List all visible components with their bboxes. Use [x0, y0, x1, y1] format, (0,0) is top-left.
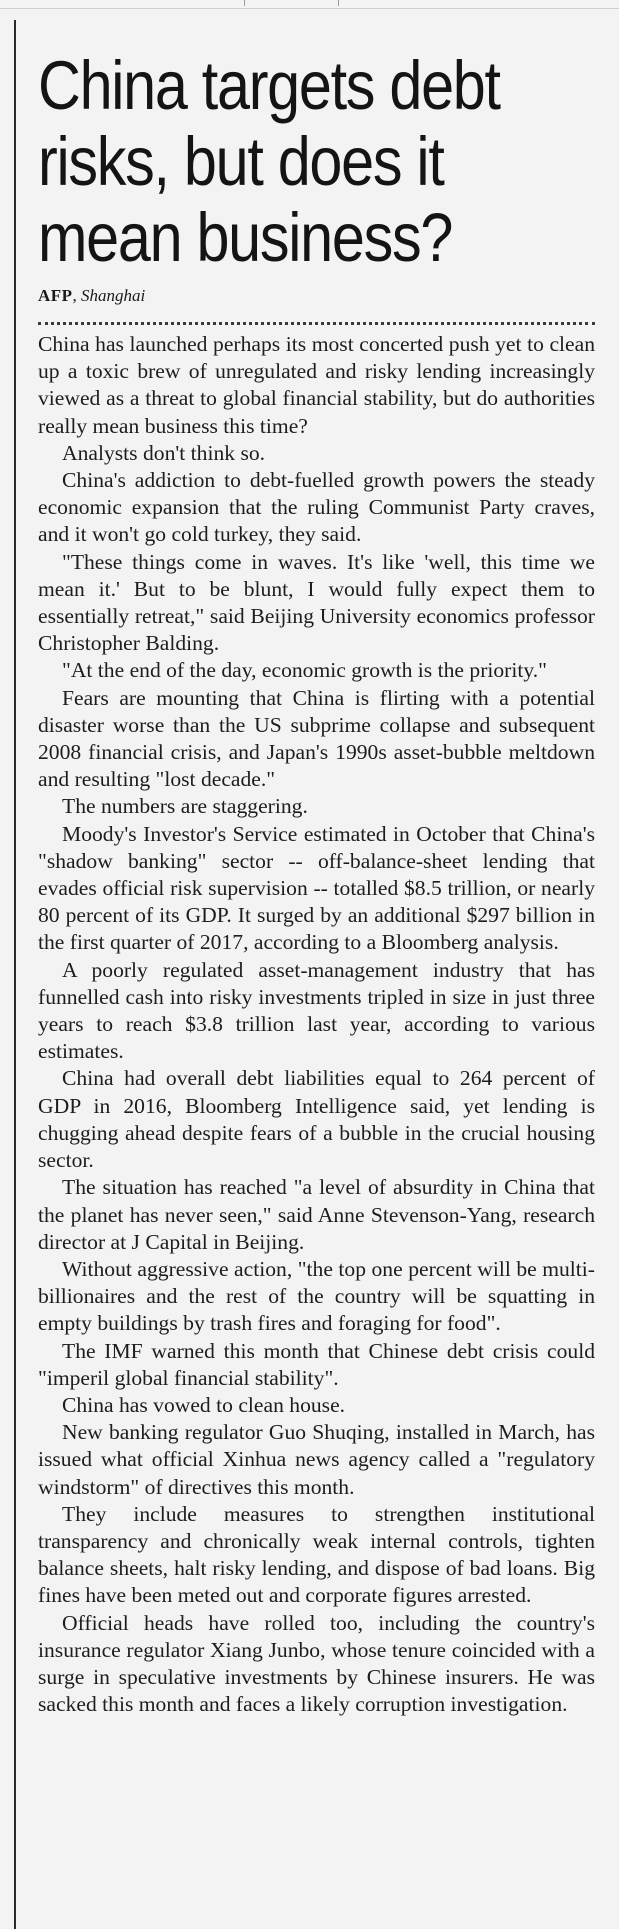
byline-separator: ,	[72, 286, 77, 305]
article-paragraph: China has vowed to clean house.	[62, 1392, 346, 1417]
article-paragraph: Moody's Investor's Service estimated in October that China's "shadow banking" sector -- off-balance-sheet lending that evades official risk supervision -- totalled $8.5 trillion, or nearly 80 percent of its GDP. It surged by an additional $297 billion in the first quarter of 2017, according to a Bloomberg analysis.	[38, 821, 595, 955]
article-paragraph: China's addiction to debt-fuelled growth powers the steady economic expansion that the ruling Communist Party craves, and it won't go cold turkey, they said.	[38, 468, 595, 547]
article-paragraph: The IMF warned this month that Chinese debt crisis could "imperil global financial stability".	[38, 1338, 595, 1390]
column-rule	[14, 20, 16, 1929]
article-body	[38, 331, 595, 1718]
article-paragraph: Without aggressive action, "the top one percent will be multi-billionaires and the rest of the country will be squatting in empty buildings by trash fires and foraging for food".	[38, 1256, 595, 1336]
top-border-tick	[244, 0, 245, 6]
article-paragraph: China has launched perhaps its most concerted push yet to clean up a toxic brew of unregulated and risky lending increasingly viewed as a threat to global financial stability, but do authorities really mean business this time?	[38, 332, 595, 438]
byline-divider	[38, 322, 595, 325]
top-border-rule	[0, 0, 619, 9]
article-paragraph: Official heads have rolled too, including the country's insurance regulator Xiang Junbo, whose tenure coincided with a surge in speculative investments by Chinese insurers. He was sacked this month and faces a likely corruption investigation.	[38, 1610, 595, 1717]
article-paragraph: "At the end of the day, economic growth is the priority."	[62, 658, 547, 683]
article-paragraph: New banking regulator Guo Shuqing, installed in March, has issued what official Xinhua news agency called a "regulatory windstorm" of directives this month.	[38, 1420, 595, 1499]
article-paragraph: They include measures to strengthen institutional transparency and chronically weak internal controls, tighten balance sheets, halt risky lending, and dispose of bad loans. Big fines have been meted out and corporate figures arrested.	[38, 1501, 595, 1608]
byline-agency: AFP	[38, 286, 73, 305]
article-paragraph: Analysts don't think so.	[62, 440, 266, 465]
top-border-tick	[338, 0, 339, 6]
article-headline: China targets debt risks, but does it mean business?	[38, 47, 500, 276]
article-paragraph: The numbers are staggering.	[62, 794, 308, 819]
article-paragraph: Fears are mounting that China is flirting with a potential disaster worse than the US subprime collapse and subsequent 2008 financial crisis, and Japan's 1990s asset-bubble meltdown and resulting "lost decade."	[38, 685, 595, 792]
article	[38, 48, 595, 1718]
byline-dateline: Shanghai	[81, 286, 146, 305]
byline	[38, 286, 595, 306]
article-paragraph: A poorly regulated asset-management industry that has funnelled cash into risky investments tripled in size in just three years to reach $3.8 trillion last year, according to various estimates.	[38, 957, 595, 1064]
article-paragraph: The situation has reached "a level of absurdity in China that the planet has never seen," said Anne Stevenson-Yang, research director at J Capital in Beijing.	[38, 1175, 595, 1254]
article-paragraph: "These things come in waves. It's like 'well, this time we mean it.' But to be blunt, I would fully expect them to essentially retreat," said Beijing University economics professor Christopher Balding.	[38, 549, 595, 656]
article-paragraph: China had overall debt liabilities equal to 264 percent of GDP in 2016, Bloomberg Intelligence said, yet lending is chugging ahead despite fears of a bubble in the crucial housing sector.	[38, 1066, 595, 1173]
